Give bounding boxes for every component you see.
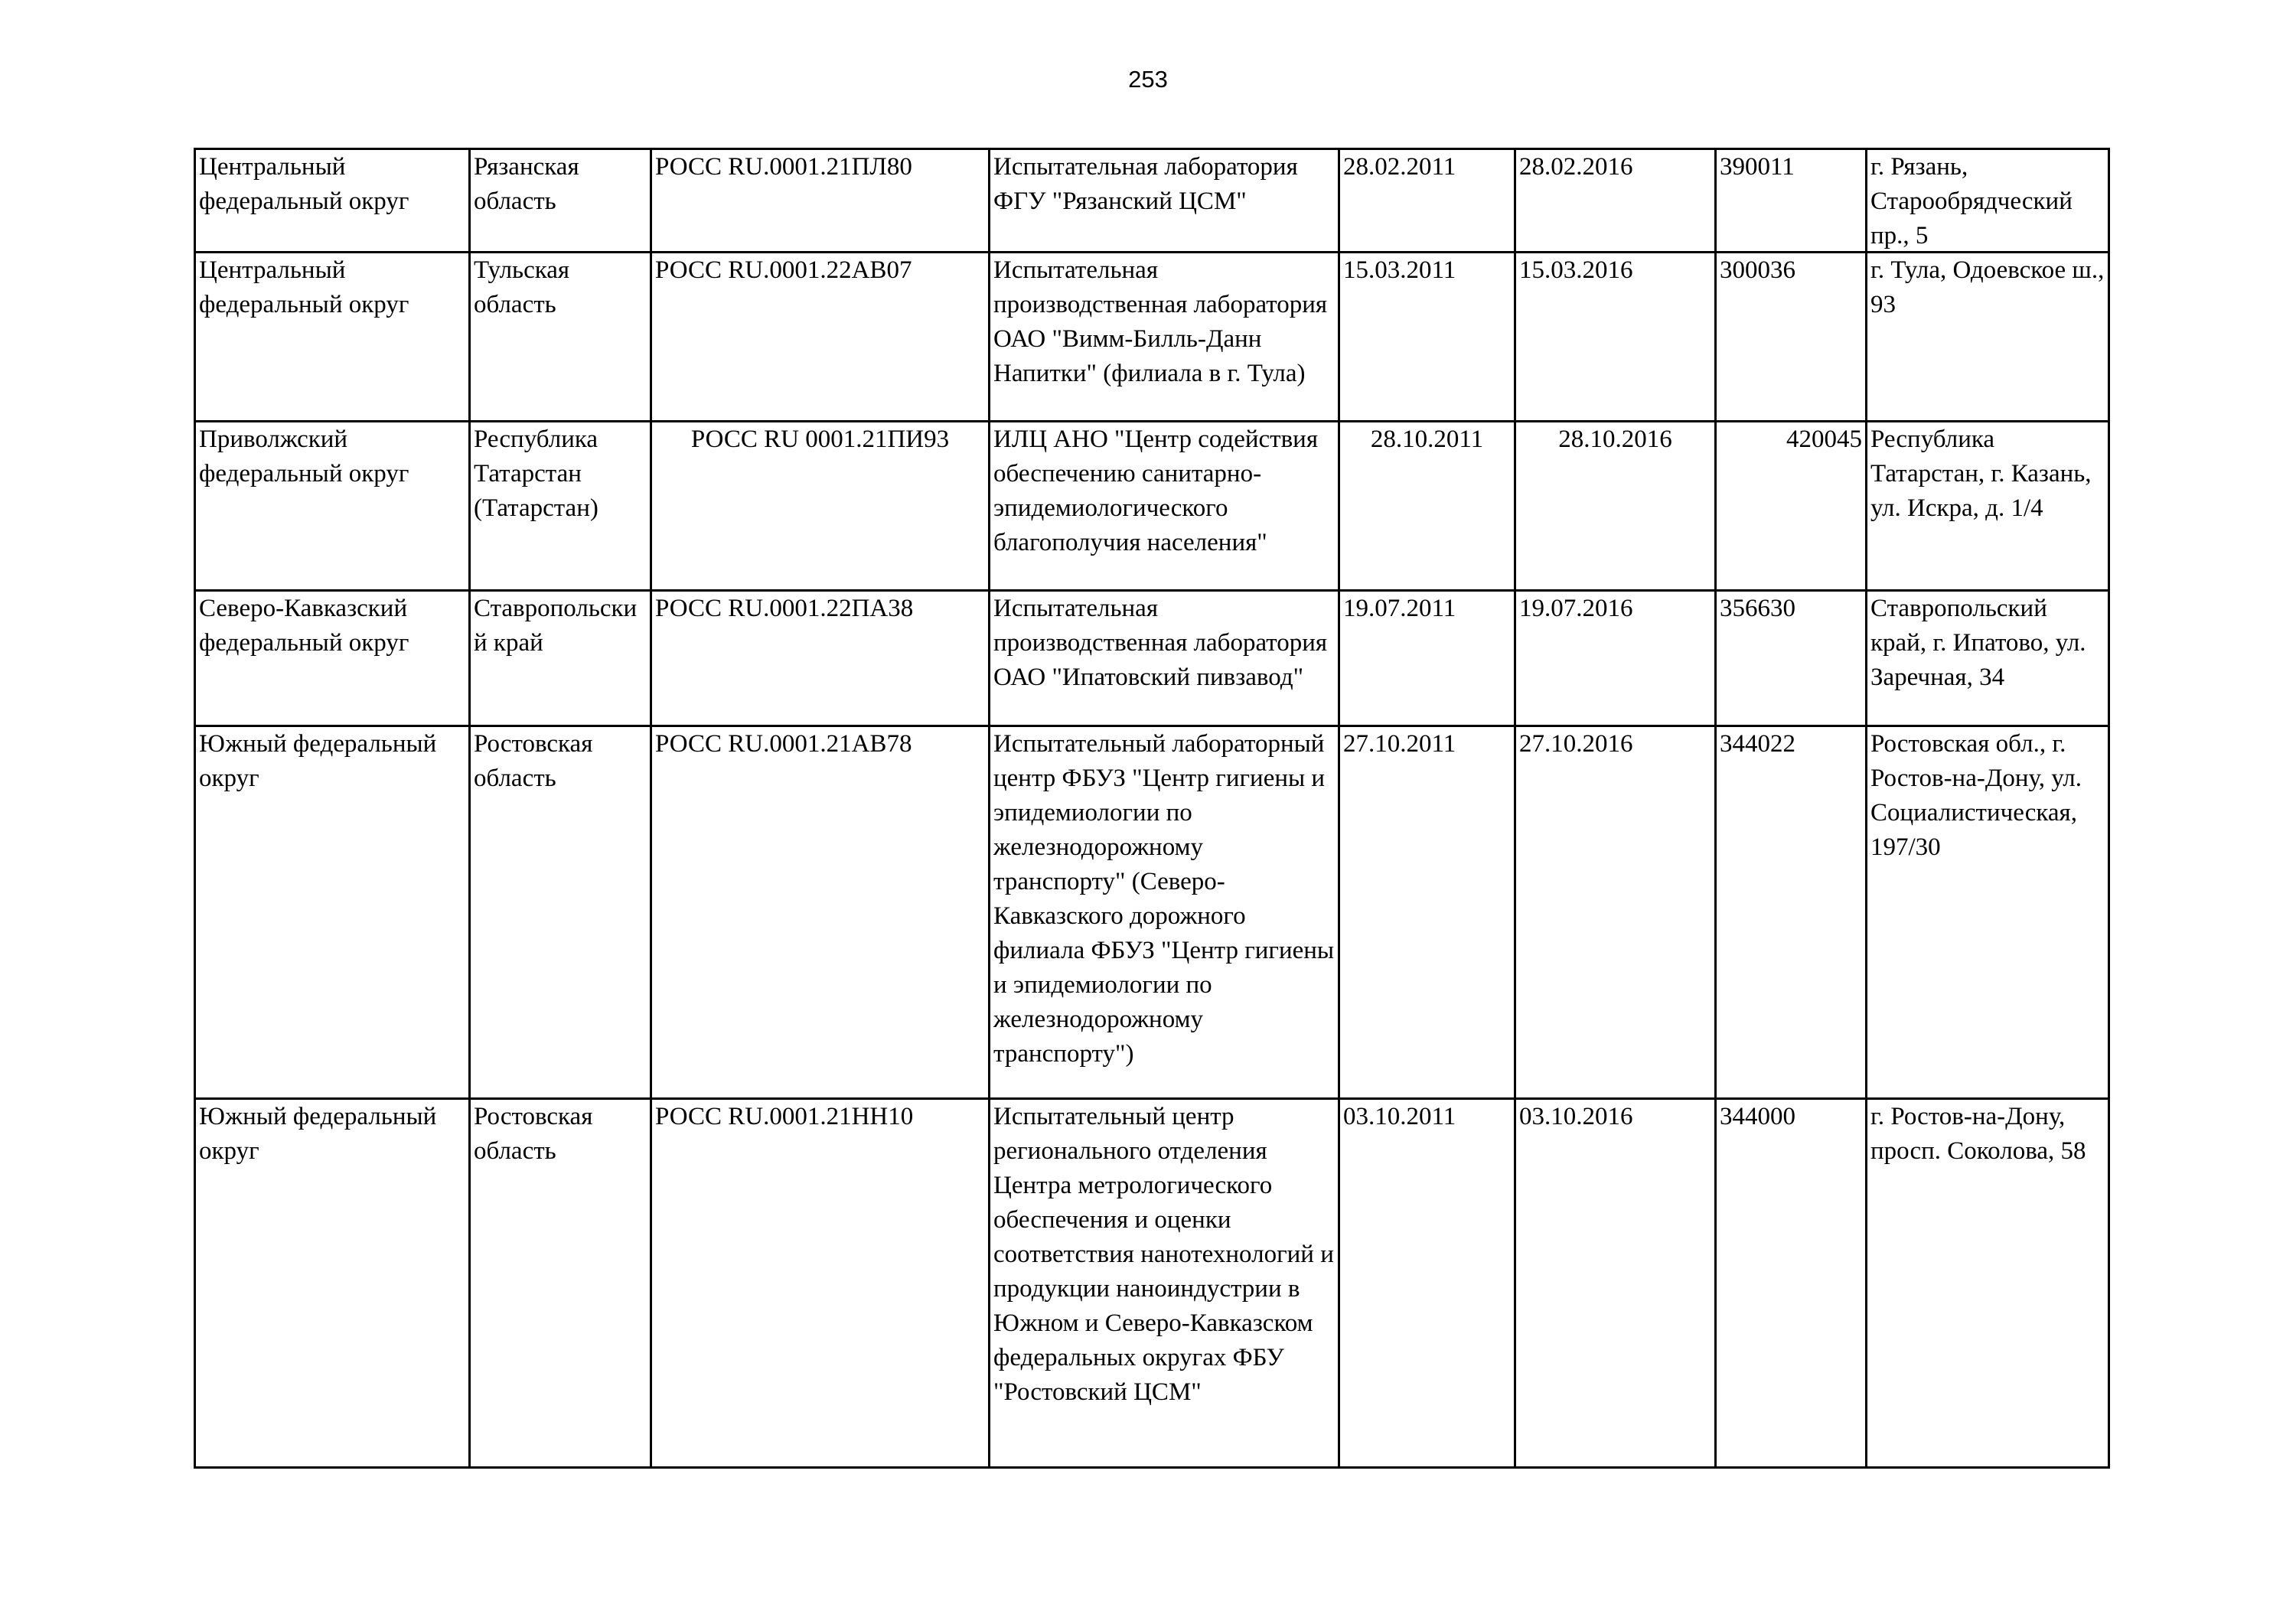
certificate-cell: РОСС RU.0001.22АВ07 (651, 253, 990, 422)
date-to-cell: 03.10.2016 (1515, 1099, 1716, 1468)
address-cell: г. Рязань, Старообрядческий пр., 5 (1867, 149, 2109, 253)
page-number: 253 (1128, 66, 1168, 93)
district-cell: Центральный федеральный округ (195, 253, 470, 422)
table-row (195, 253, 2109, 422)
date-to-cell: 15.03.2016 (1515, 253, 1716, 422)
certificate-cell: РОСС RU.0001.21НН10 (651, 1099, 990, 1468)
certificate-cell: РОСС RU.0001.21ПЛ80 (651, 149, 990, 253)
date-to-cell: 28.02.2016 (1515, 149, 1716, 253)
postal-code-cell: 420045 (1716, 422, 1867, 591)
date-to-cell: 28.10.2016 (1515, 422, 1716, 591)
laboratory-cell: Испытательный центр регионального отделения Центра метрологического обеспечения и оценки соответствия нанотехнологий и продукции наноиндустрии в Южном и Северо-Кавказском федеральных округах ФБУ "Ростовский ЦСМ" (990, 1099, 1339, 1468)
region-cell: Республика Татарстан (Татарстан) (470, 422, 651, 591)
address-cell: Республика Татарстан, г. Казань, ул. Искра, д. 1/4 (1867, 422, 2109, 591)
region-cell: Рязанская область (470, 149, 651, 253)
laboratory-cell: Испытательная лаборатория ФГУ "Рязанский ЦСМ" (990, 149, 1339, 253)
certificate-cell: РОСС RU.0001.22ПА38 (651, 591, 990, 726)
certificate-cell: РОСС RU 0001.21ПИ93 (651, 422, 990, 591)
laboratory-cell: Испытательная производственная лаборатория ОАО "Вимм-Билль-Данн Напитки" (филиала в г. Тула) (990, 253, 1339, 422)
table-row (195, 591, 2109, 726)
postal-code-cell: 390011 (1716, 149, 1867, 253)
table-row (195, 1099, 2109, 1468)
postal-code-cell: 344022 (1716, 726, 1867, 1099)
date-from-cell: 15.03.2011 (1339, 253, 1515, 422)
district-cell: Южный федеральный округ (195, 726, 470, 1099)
district-cell: Южный федеральный округ (195, 1099, 470, 1468)
date-from-cell: 28.10.2011 (1339, 422, 1515, 591)
date-to-cell: 27.10.2016 (1515, 726, 1716, 1099)
laboratory-cell: ИЛЦ АНО "Центр содействия обеспечению санитарно-эпидемиологического благополучия населения" (990, 422, 1339, 591)
table-row (195, 726, 2109, 1099)
laboratory-cell: Испытательная производственная лаборатория ОАО "Ипатовский пивзавод" (990, 591, 1339, 726)
date-from-cell: 03.10.2011 (1339, 1099, 1515, 1468)
date-from-cell: 19.07.2011 (1339, 591, 1515, 726)
address-cell: г. Ростов-на-Дону, просп. Соколова, 58 (1867, 1099, 2109, 1468)
date-from-cell: 28.02.2011 (1339, 149, 1515, 253)
address-cell: г. Тула, Одоевское ш., 93 (1867, 253, 2109, 422)
laboratory-registry-table (194, 148, 2110, 1469)
region-cell: Тульская область (470, 253, 651, 422)
laboratory-cell: Испытательный лабораторный центр ФБУЗ "Центр гигиены и эпидемиологии по железнодорожному транспорту" (Северо-Кавказского дорожного филиала ФБУЗ "Центр гигиены и эпидемиологии по железнодорожному транспорту") (990, 726, 1339, 1099)
district-cell: Приволжский федеральный округ (195, 422, 470, 591)
region-cell: Ставропольский край (470, 591, 651, 726)
table-row (195, 422, 2109, 591)
address-cell: Ростовская обл., г. Ростов-на-Дону, ул. Социалистическая, 197/30 (1867, 726, 2109, 1099)
date-from-cell: 27.10.2011 (1339, 726, 1515, 1099)
date-to-cell: 19.07.2016 (1515, 591, 1716, 726)
postal-code-cell: 300036 (1716, 253, 1867, 422)
postal-code-cell: 344000 (1716, 1099, 1867, 1468)
address-cell: Ставропольский край, г. Ипатово, ул. Заречная, 34 (1867, 591, 2109, 726)
region-cell: Ростовская область (470, 726, 651, 1099)
district-cell: Северо-Кавказский федеральный округ (195, 591, 470, 726)
certificate-cell: РОСС RU.0001.21АВ78 (651, 726, 990, 1099)
district-cell: Центральный федеральный округ (195, 149, 470, 253)
table-row (195, 149, 2109, 253)
region-cell: Ростовская область (470, 1099, 651, 1468)
postal-code-cell: 356630 (1716, 591, 1867, 726)
